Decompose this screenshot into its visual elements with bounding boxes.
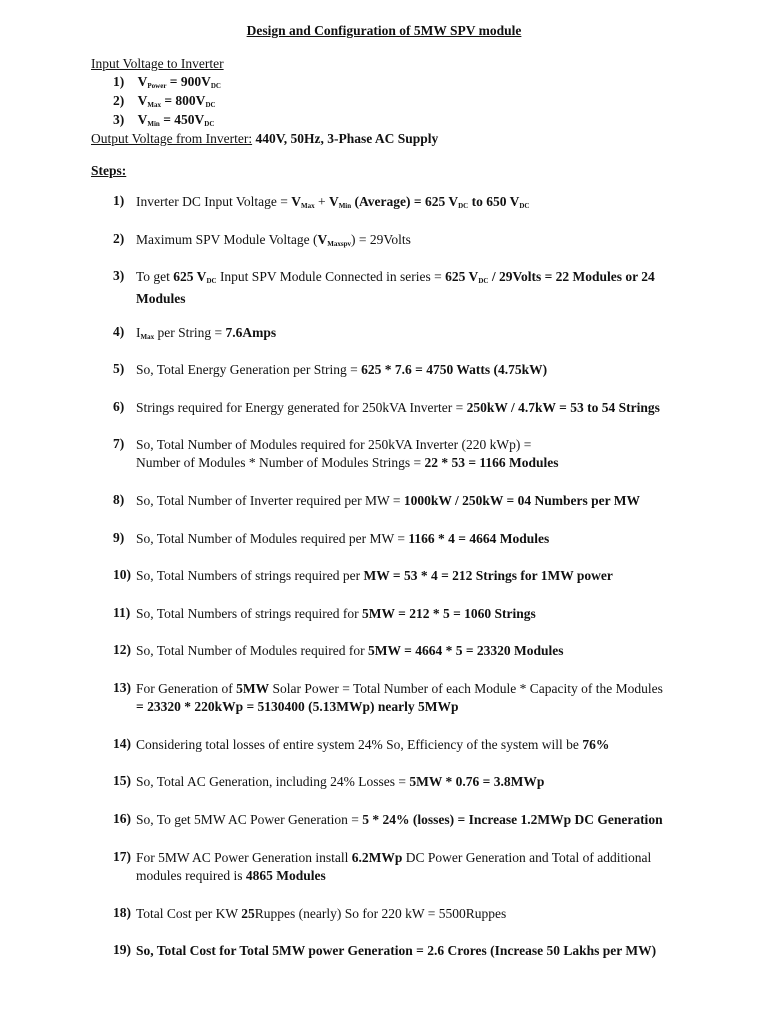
step-number: 4) bbox=[113, 324, 125, 339]
output-voltage-line bbox=[91, 130, 438, 148]
step-13 bbox=[113, 680, 733, 716]
step-text: So, Total Energy Generation per String = 625 * 7.6 = 4750 Watts (4.75kW) bbox=[136, 362, 548, 377]
voltage-subscript: Power bbox=[147, 82, 167, 90]
step-text: So, Total AC Generation, including 24% Losses = 5MW * 0.76 = 3.8MWp bbox=[136, 774, 545, 789]
step-number: 11) bbox=[113, 605, 131, 620]
step-6 bbox=[113, 399, 733, 417]
step-19 bbox=[113, 942, 733, 960]
step-text: To get 625 $V_{DC}$ Input SPV Module Connected in series = 625 $V_{DC}$ / 29Volts = 22 Modules or 24 Modules bbox=[136, 269, 655, 306]
step-text: So, Total Cost for Total 5MW power Generation = 2.6 Crores (Increase 50 Lakhs per MW) bbox=[136, 943, 657, 958]
voltage-value: = 900V bbox=[166, 74, 211, 89]
step-text: So, Total Number of Modules required for 5MW = 4664 * 5 = 23320 Modules bbox=[136, 643, 564, 658]
step-number: 16) bbox=[113, 811, 131, 826]
step-15 bbox=[113, 773, 733, 791]
unit-subscript: DC bbox=[204, 120, 215, 128]
step-text: Total Cost per KW 25Ruppes (nearly) So for 220 kW = 5500Ruppes bbox=[136, 906, 507, 921]
output-voltage-value: 440V, 50Hz, 3-Phase AC Supply bbox=[252, 131, 439, 146]
voltage-subscript: Max bbox=[147, 101, 161, 109]
step-4 bbox=[113, 324, 733, 346]
step-text: So, To get 5MW AC Power Generation = 5 * 24% (losses) = Increase 1.2MWp DC Generation bbox=[136, 812, 663, 827]
step-number: 8) bbox=[113, 492, 125, 507]
step-number: 2) bbox=[113, 231, 125, 246]
step-text: So, Total Numbers of strings required for 5MW = 212 * 5 = 1060 Strings bbox=[136, 606, 536, 621]
step-number: 5) bbox=[113, 361, 125, 376]
step-text: Maximum SPV Module Voltage $(V_{Maxspv})$ = 29Volts bbox=[136, 232, 411, 248]
step-text: Strings required for Energy generated for 250kVA Inverter = 250kW / 4.7kW = 53 to 54 Strings bbox=[136, 400, 660, 415]
step-text: For Generation of 5MW Solar Power = Total Number of each Module * Capacity of the Modules = 23320 * 220kWp = 5130400 (5.13MWp) nearly 5MWp bbox=[136, 681, 663, 714]
page-title: Design and Configuration of 5MW SPV module bbox=[246, 23, 522, 38]
item-number: 3) bbox=[113, 112, 125, 127]
voltage-value: = 800V bbox=[160, 93, 206, 108]
step-2 bbox=[113, 231, 733, 253]
steps-heading: Steps: bbox=[91, 163, 127, 178]
step-14 bbox=[113, 736, 733, 754]
step-9 bbox=[113, 530, 733, 548]
step-number: 10) bbox=[113, 567, 131, 582]
voltage-value: = 450V bbox=[159, 112, 205, 127]
voltage-symbol: V bbox=[137, 112, 148, 127]
step-number: 13) bbox=[113, 680, 131, 695]
step-number: 3) bbox=[113, 268, 125, 283]
step-number: 12) bbox=[113, 642, 131, 657]
input-voltage-heading: Input Voltage to Inverter bbox=[91, 56, 224, 71]
step-7 bbox=[113, 436, 733, 472]
step-number: 9) bbox=[113, 530, 125, 545]
step-18 bbox=[113, 905, 733, 923]
step-number: 14) bbox=[113, 736, 131, 751]
step-text: So, Total Number of Modules required for 250kVA Inverter (220 kWp) = Number of Modules * Number of Modules Strings = 22 * 53 = 1166 Modules bbox=[136, 437, 559, 470]
unit-subscript: DC bbox=[210, 82, 221, 90]
step-text: For 5MW AC Power Generation install 6.2MWp DC Power Generation and Total of additional modules required is 4865 Modules bbox=[136, 850, 652, 883]
step-text: $I_{Max}$ per String = 7.6Amps bbox=[136, 325, 277, 341]
voltage-symbol: V bbox=[137, 74, 148, 89]
output-voltage-label: Output Voltage from Inverter: bbox=[91, 131, 253, 146]
step-text: So, Total Number of Inverter required per MW = 1000kW / 250kW = 04 Numbers per MW bbox=[136, 493, 640, 508]
step-number: 1) bbox=[113, 193, 125, 208]
step-3 bbox=[113, 268, 733, 308]
step-12 bbox=[113, 642, 733, 660]
step-number: 15) bbox=[113, 773, 131, 788]
step-text: So, Total Numbers of strings required per MW = 53 * 4 = 212 Strings for 1MW power bbox=[136, 568, 613, 583]
unit-subscript: DC bbox=[205, 101, 216, 109]
step-17 bbox=[113, 849, 733, 885]
voltage-subscript: Min bbox=[147, 120, 160, 128]
step-text: Inverter DC Input Voltage = $V_{Max} + V_{Min}$ (Average) = 625 $V_{DC}$ to 650 $V_{DC}$ bbox=[136, 194, 530, 210]
step-1 bbox=[113, 193, 733, 215]
step-text: So, Total Number of Modules required per MW = 1166 * 4 = 4664 Modules bbox=[136, 531, 550, 546]
step-16 bbox=[113, 811, 733, 829]
step-number: 19) bbox=[113, 942, 131, 957]
voltage-symbol: V bbox=[137, 93, 148, 108]
step-8 bbox=[113, 492, 733, 510]
step-number: 18) bbox=[113, 905, 131, 920]
step-5 bbox=[113, 361, 733, 379]
step-text: Considering total losses of entire system 24% So, Efficiency of the system will be 76% bbox=[136, 737, 610, 752]
step-11 bbox=[113, 605, 733, 623]
step-10 bbox=[113, 567, 733, 585]
step-number: 7) bbox=[113, 436, 125, 451]
step-number: 17) bbox=[113, 849, 131, 864]
item-number: 1) bbox=[113, 74, 125, 89]
item-number: 2) bbox=[113, 93, 125, 108]
step-number: 6) bbox=[113, 399, 125, 414]
